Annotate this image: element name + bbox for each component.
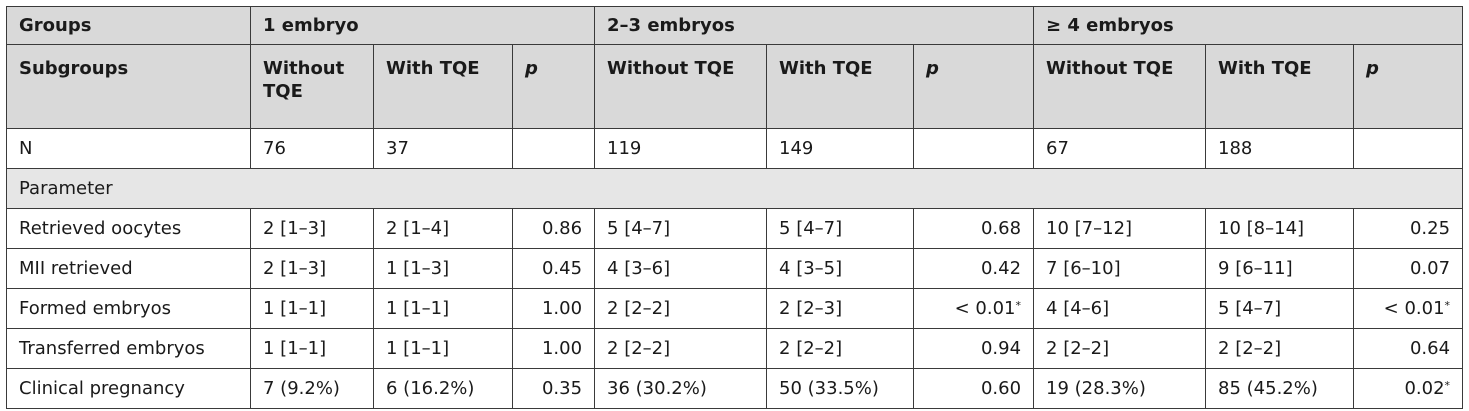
n-cell: [914, 129, 1034, 169]
table-cell: 1 [1–1]: [374, 289, 513, 329]
significance-marker: *: [1444, 379, 1451, 392]
parameter-section-row: [7, 169, 1463, 209]
p-value-cell: [1354, 289, 1463, 329]
row-label: Formed embryos: [7, 289, 251, 329]
p-value-cell: [914, 369, 1034, 409]
table-cell: 7 [6–10]: [1034, 249, 1206, 289]
table-cell: 2 [1–3]: [251, 249, 374, 289]
table-cell: 5 [4–7]: [1206, 289, 1354, 329]
n-cell: 119: [595, 129, 767, 169]
table-cell: 9 [6–11]: [1206, 249, 1354, 289]
g2-without-tqe-header: Without TQE: [595, 45, 767, 129]
table-cell: 4 [3–5]: [767, 249, 914, 289]
table-cell: 4 [3–6]: [595, 249, 767, 289]
significance-marker: *: [1015, 299, 1022, 312]
p-value-text: 0.64: [1409, 338, 1451, 359]
p-value-cell: [1354, 369, 1463, 409]
p-value-cell: [513, 329, 595, 369]
p-value-text: 0.25: [1409, 218, 1451, 239]
table-row: [7, 369, 1463, 409]
p-value-text: 0.94: [980, 338, 1022, 359]
p-value-text: < 0.01: [954, 298, 1016, 319]
n-cell: [513, 129, 595, 169]
p-value-text: 0.86: [541, 218, 583, 239]
group-1-embryo-header: 1 embryo: [251, 7, 595, 45]
table-cell: 36 (30.2%): [595, 369, 767, 409]
p-value-cell: [914, 329, 1034, 369]
p-value-cell: [914, 209, 1034, 249]
table-row: [7, 249, 1463, 289]
table-cell: 2 [2–2]: [1206, 329, 1354, 369]
p-value-text: 0.45: [541, 258, 583, 279]
table-cell: 1 [1–3]: [374, 249, 513, 289]
g3-without-tqe-header: Without TQE: [1034, 45, 1206, 129]
results-table-container: [6, 6, 1463, 409]
g2-with-tqe-header: With TQE: [767, 45, 914, 129]
row-label: Clinical pregnancy: [7, 369, 251, 409]
table-cell: 2 [2–3]: [767, 289, 914, 329]
table-cell: 5 [4–7]: [767, 209, 914, 249]
p-value-cell: [914, 249, 1034, 289]
table-cell: 2 [2–2]: [595, 329, 767, 369]
g3-with-tqe-header: With TQE: [1206, 45, 1354, 129]
groups-header-row: [7, 7, 1463, 45]
table-row: [7, 289, 1463, 329]
subgroups-header-row: [7, 45, 1463, 129]
n-cell: 76: [251, 129, 374, 169]
p-value-text: 0.02: [1404, 378, 1445, 399]
p-value-text: 0.60: [980, 378, 1022, 399]
table-cell: 1 [1–1]: [251, 329, 374, 369]
p-value-cell: [513, 249, 595, 289]
table-cell: 2 [1–3]: [251, 209, 374, 249]
p-value-cell: [1354, 329, 1463, 369]
p-value-cell: [513, 369, 595, 409]
g1-p-header: p: [513, 45, 595, 129]
p-value-text: 0.35: [541, 378, 583, 399]
p-value-text: 0.07: [1409, 258, 1451, 279]
table-cell: 85 (45.2%): [1206, 369, 1354, 409]
p-value-text: 0.42: [980, 258, 1022, 279]
n-cell: [1354, 129, 1463, 169]
table-row: [7, 209, 1463, 249]
row-label: Retrieved oocytes: [7, 209, 251, 249]
table-cell: 6 (16.2%): [374, 369, 513, 409]
p-value-text: 0.68: [980, 218, 1022, 239]
groups-label: Groups: [7, 7, 251, 45]
table-cell: 10 [8–14]: [1206, 209, 1354, 249]
group-4-plus-embryos-header: ≥ 4 embryos: [1034, 7, 1463, 45]
p-value-cell: [914, 289, 1034, 329]
n-label: N: [7, 129, 251, 169]
table-cell: 10 [7–12]: [1034, 209, 1206, 249]
n-cell: 67: [1034, 129, 1206, 169]
p-value-cell: [513, 289, 595, 329]
table-cell: 5 [4–7]: [595, 209, 767, 249]
table-cell: 2 [2–2]: [595, 289, 767, 329]
row-label: Transferred embryos: [7, 329, 251, 369]
p-value-cell: [513, 209, 595, 249]
g1-with-tqe-header: With TQE: [374, 45, 513, 129]
n-cell: 149: [767, 129, 914, 169]
n-cell: 188: [1206, 129, 1354, 169]
table-cell: 2 [2–2]: [1034, 329, 1206, 369]
table-cell: 1 [1–1]: [374, 329, 513, 369]
table-row: [7, 329, 1463, 369]
p-value-text: 1.00: [541, 338, 583, 359]
group-2-3-embryos-header: 2–3 embryos: [595, 7, 1034, 45]
subgroups-label: Subgroups: [7, 45, 251, 129]
row-label: MII retrieved: [7, 249, 251, 289]
table-cell: 1 [1–1]: [251, 289, 374, 329]
g3-p-header: p: [1354, 45, 1463, 129]
p-value-cell: [1354, 249, 1463, 289]
p-value-cell: [1354, 209, 1463, 249]
table-cell: 7 (9.2%): [251, 369, 374, 409]
significance-marker: *: [1444, 299, 1451, 312]
g2-p-header: p: [914, 45, 1034, 129]
table-cell: 4 [4–6]: [1034, 289, 1206, 329]
n-row: [7, 129, 1463, 169]
table-cell: 2 [1–4]: [374, 209, 513, 249]
table-cell: 50 (33.5%): [767, 369, 914, 409]
p-value-text: 1.00: [541, 298, 583, 319]
n-cell: 37: [374, 129, 513, 169]
p-value-text: < 0.01: [1383, 298, 1445, 319]
g1-without-tqe-header: Without TQE: [251, 45, 374, 129]
parameter-section-label: Parameter: [7, 169, 1463, 209]
results-table: [6, 6, 1463, 409]
table-cell: 19 (28.3%): [1034, 369, 1206, 409]
table-cell: 2 [2–2]: [767, 329, 914, 369]
